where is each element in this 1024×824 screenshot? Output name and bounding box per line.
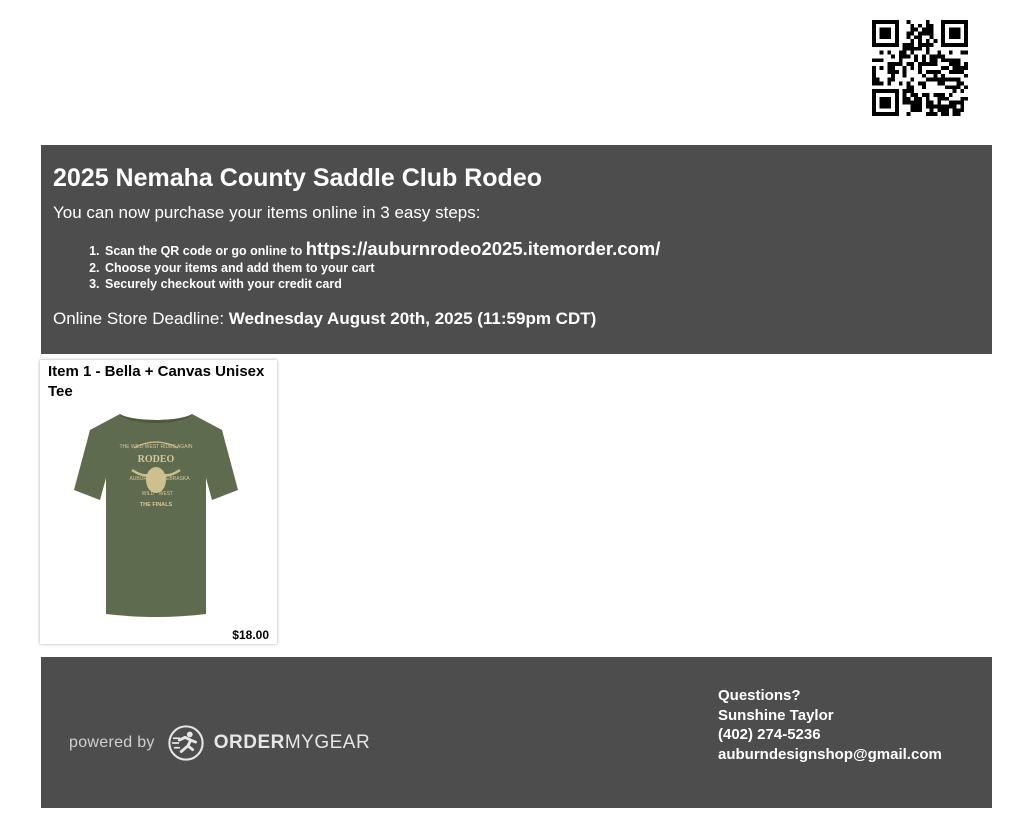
print-bottom-2: WEST bbox=[158, 491, 174, 497]
powered-by-logo[interactable] bbox=[69, 724, 370, 762]
contact-name: Sunshine Taylor bbox=[718, 706, 834, 724]
product-title: Item 1 - Bella + Canvas Unisex Tee bbox=[48, 363, 265, 400]
brand-name bbox=[214, 732, 370, 754]
intro-text: You can now purchase your items online in 3 easy steps: bbox=[53, 203, 481, 222]
print-top: THE WILD WEST RIDES AGAIN bbox=[119, 444, 193, 450]
print-bottom-1: WILD bbox=[141, 491, 155, 497]
brand-bold: ORDER bbox=[213, 732, 285, 753]
deadline-value: Wednesday August 20th, 2025 (11:59pm CDT) bbox=[228, 308, 597, 328]
print-right: NEBRASKA bbox=[162, 476, 190, 482]
product-card[interactable] bbox=[40, 360, 277, 644]
steps-list bbox=[53, 238, 980, 293]
qr-code-icon[interactable] bbox=[872, 20, 968, 116]
footer bbox=[41, 657, 992, 808]
info-banner bbox=[41, 145, 992, 354]
store-url-link[interactable]: https://auburnrodeo2025.itemorder.com/ bbox=[305, 238, 661, 259]
print-left: AUBURN bbox=[129, 476, 151, 482]
powered-by-text: powered by bbox=[69, 734, 155, 751]
step-1-text: Scan the QR code or go online to bbox=[105, 244, 303, 258]
brand-light: MYGEAR bbox=[284, 732, 371, 753]
page-title: 2025 Nemaha County Saddle Club Rodeo bbox=[53, 164, 542, 192]
step-3: 3. Securely checkout with your credit card bbox=[103, 276, 980, 293]
contact-info bbox=[718, 686, 942, 764]
contact-email[interactable]: auburndesignshop@gmail.com bbox=[718, 745, 942, 763]
step-2: 2. Choose your items and add them to your cart bbox=[103, 260, 980, 277]
step-1 bbox=[103, 238, 980, 260]
contact-heading: Questions? bbox=[718, 687, 801, 704]
contact-phone[interactable]: (402) 274-5236 bbox=[718, 726, 821, 743]
tshirt-icon[interactable] bbox=[72, 408, 240, 620]
deadline-label: Online Store Deadline: bbox=[53, 308, 225, 328]
product-price: $18.00 bbox=[232, 628, 269, 642]
runner-circle-icon bbox=[167, 724, 205, 762]
print-main: RODEO bbox=[137, 454, 175, 465]
print-bottom-3: THE FINALS bbox=[139, 502, 173, 508]
deadline bbox=[53, 309, 980, 329]
